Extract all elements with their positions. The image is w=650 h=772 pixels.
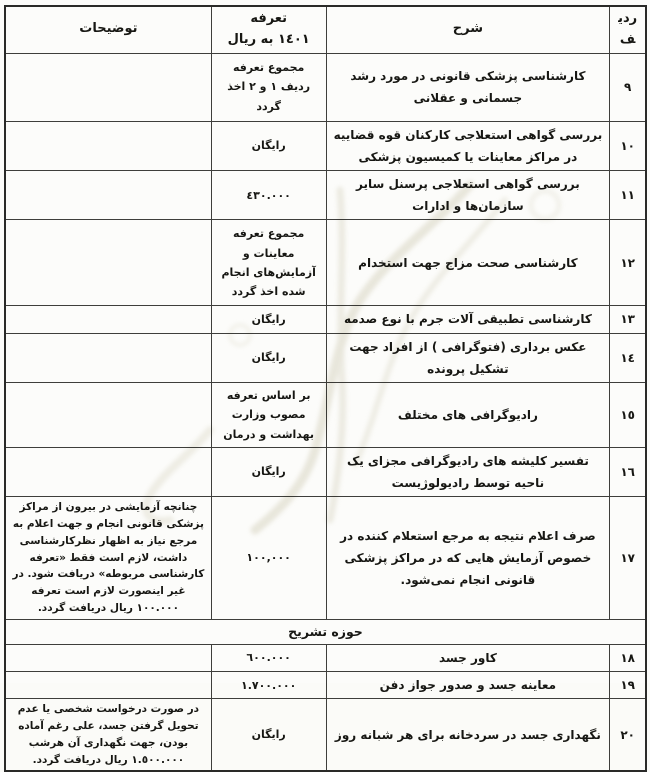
row-tariff: ١٠٠,٠٠٠	[211, 497, 326, 620]
row-note	[5, 447, 211, 496]
row-tariff: ١.٧٠٠.٠٠٠	[211, 672, 326, 699]
row-description: معاینه جسد و صدور جواز دفن	[326, 672, 610, 699]
table-row	[5, 306, 646, 333]
row-description: کارشناسی پزشکی قانونی در مورد رشد جسمانی و عقلانی	[326, 53, 610, 121]
table-row	[5, 699, 646, 772]
row-number: ١٧	[610, 497, 646, 620]
row-tariff: مجموع تعرفه معاینات و آزمایش‌های انجام شده اخذ گردد	[211, 220, 326, 306]
row-note: در صورت درخواست شخصی یا عدم تحویل گرفتن جسد، علی رغم آماده بودن، جهت نگهداری آن هرشب ١.٥٠٠.٠٠٠ ریال دریافت گردد.	[5, 699, 211, 772]
row-number: ١٨	[610, 644, 646, 671]
row-description: نگهداری جسد در سردخانه برای هر شبانه روز	[326, 699, 610, 772]
col-header-tariff-line2: ١٤٠١ به ریال	[227, 31, 310, 47]
row-note	[5, 121, 211, 170]
row-description: بررسی گواهی استعلاجی پرسنل سایر سازمان‌ها و ادارات	[326, 170, 610, 219]
row-description: رادیوگرافی های مختلف	[326, 382, 610, 447]
col-header-description: شرح	[326, 6, 610, 53]
row-tariff: ٤٣٠.٠٠٠	[211, 170, 326, 219]
row-note: چنانچه آزمایشی در بیرون از مراکز پزشکی قانونی انجام و جهت اعلام به مرجع نیاز به اظهار نظرکارشناسی داشت، لازم است فقط «تعرفه کارشناسی مربوطه» دریافت شود. در غیر اینصورت لازم است تعرفه ١٠٠.٠٠٠ ریال دریافت گردد.	[5, 497, 211, 620]
row-number: ١٦	[610, 447, 646, 496]
row-description: بررسی گواهی استعلاجی کارکنان قوه قضاییه در مراکز معاینات یا کمیسیون پزشکی	[326, 121, 610, 170]
table-row	[5, 333, 646, 382]
row-number: ٩	[610, 53, 646, 121]
row-note	[5, 672, 211, 699]
row-note	[5, 644, 211, 671]
row-tariff: ٦٠٠.٠٠٠	[211, 644, 326, 671]
table-row	[5, 170, 646, 219]
row-number: ١٣	[610, 306, 646, 333]
col-header-notes: توضیحات	[5, 6, 211, 53]
table-row	[5, 672, 646, 699]
tariff-table	[4, 5, 647, 772]
row-description: کاور جسد	[326, 644, 610, 671]
table-row	[5, 220, 646, 306]
row-note	[5, 220, 211, 306]
row-tariff: رایگان	[211, 306, 326, 333]
row-tariff: رایگان	[211, 121, 326, 170]
row-tariff: مجموع تعرفه ردیف ١ و ٢ اخذ گردد	[211, 53, 326, 121]
row-description: کارشناسی تطبیقی آلات جرم با نوع صدمه	[326, 306, 610, 333]
row-number: ٢٠	[610, 699, 646, 772]
table-row	[5, 121, 646, 170]
row-note	[5, 306, 211, 333]
row-description: تفسیر کلیشه های رادیوگرافی مجزای یک ناحیه توسط رادیولوژیست	[326, 447, 610, 496]
table-row	[5, 382, 646, 447]
row-tariff: رایگان	[211, 333, 326, 382]
row-note	[5, 382, 211, 447]
row-note	[5, 170, 211, 219]
table-row	[5, 447, 646, 496]
table-row	[5, 53, 646, 121]
col-header-row-no: ردیف	[610, 6, 646, 53]
row-number: ١٠	[610, 121, 646, 170]
section-header-row	[5, 619, 646, 644]
row-number: ١١	[610, 170, 646, 219]
row-description: کارشناسی صحت مزاج جهت استخدام	[326, 220, 610, 306]
row-description: عکس برداری (فتوگرافی ) از افراد جهت تشکیل پرونده	[326, 333, 610, 382]
col-header-tariff	[211, 6, 326, 53]
header-row	[5, 6, 646, 53]
row-number: ١٥	[610, 382, 646, 447]
section-title: حوزه تشریح	[5, 619, 646, 644]
row-tariff: رایگان	[211, 447, 326, 496]
table-row	[5, 497, 646, 620]
row-number: ١٩	[610, 672, 646, 699]
col-header-tariff-line1: تعرفه	[250, 11, 288, 26]
row-number: ١٢	[610, 220, 646, 306]
table-row	[5, 644, 646, 671]
row-tariff: بر اساس تعرفه مصوب وزارت بهداشت و درمان	[211, 382, 326, 447]
row-note	[5, 53, 211, 121]
row-number: ١٤	[610, 333, 646, 382]
row-tariff: رایگان	[211, 699, 326, 772]
row-description: صرف اعلام نتیجه به مرجع استعلام کننده در خصوص آزمایش هایی که در مراکز پزشکی قانونی انجام نمی‌شود.	[326, 497, 610, 620]
row-note	[5, 333, 211, 382]
